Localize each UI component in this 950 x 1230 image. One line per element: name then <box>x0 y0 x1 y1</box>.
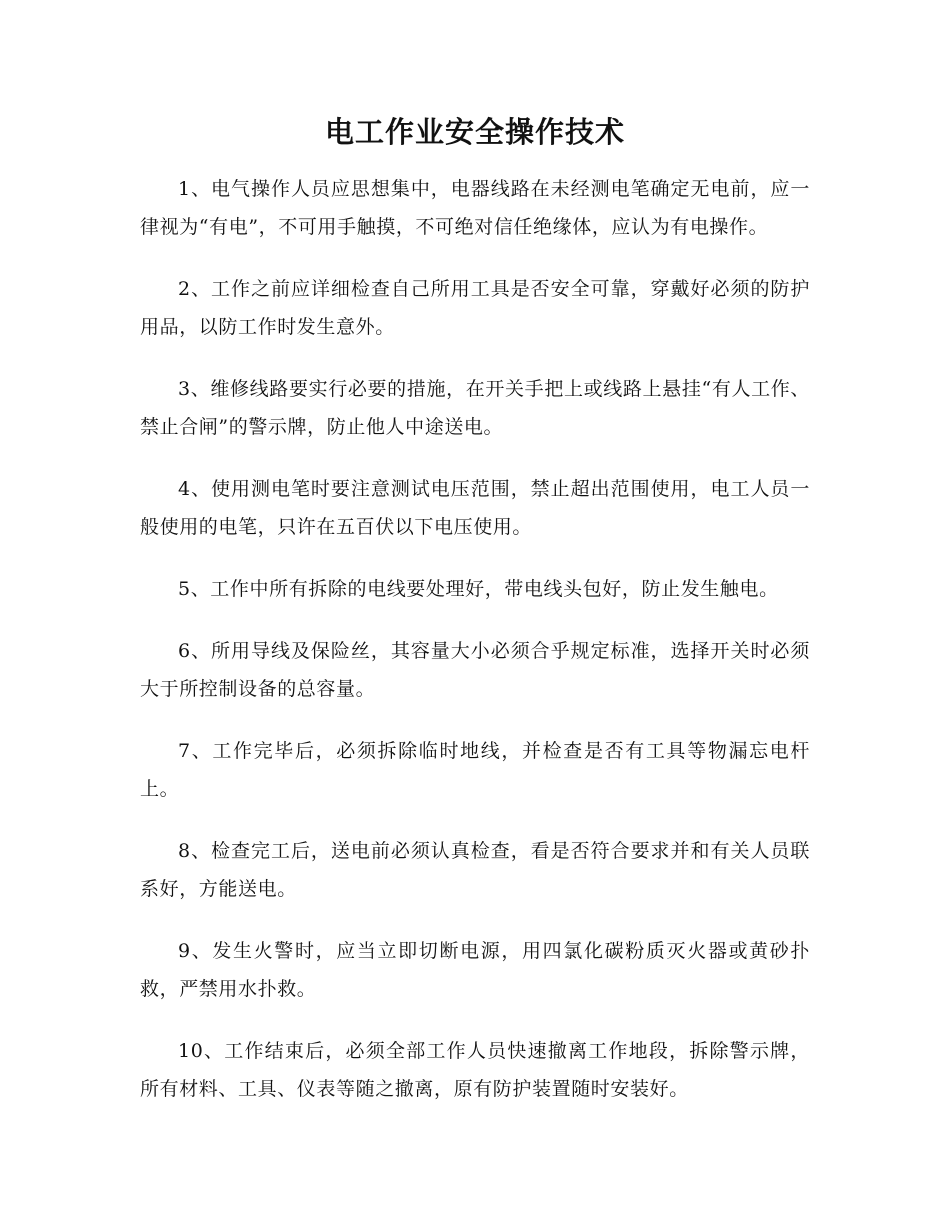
paragraph-7: 7、工作完毕后，必须拆除临时地线，并检查是否有工具等物漏忘电杆上。 <box>140 740 810 800</box>
paragraph-3: 3、维修线路要实行必要的措施，在开关手把上或线路上悬挂“有人工作、禁止合闸”的警示牌，防止他人中途送电。 <box>140 378 810 438</box>
paragraph-8: 8、检查完工后，送电前必须认真检查，看是否符合要求并和有关人员联系好，方能送电。 <box>140 840 810 900</box>
paragraph-4: 4、使用测电笔时要注意测试电压范围，禁止超出范围使用，电工人员一般使用的电笔，只许在五百伏以下电压使用。 <box>140 478 810 538</box>
paragraph-1: 1、电气操作人员应思想集中，电器线路在未经测电笔确定无电前，应一律视为“有电”，不可用手触摸，不可绝对信任绝缘体，应认为有电操作。 <box>140 178 810 238</box>
document-title: 电工作业安全操作技术 <box>324 115 625 149</box>
paragraph-6: 6、所用导线及保险丝，其容量大小必须合乎规定标准，选择开关时必须大于所控制设备的总容量。 <box>140 640 810 700</box>
paragraph-9: 9、发生火警时，应当立即切断电源，用四氯化碳粉质灭火器或黄砂扑救，严禁用水扑救。 <box>140 940 810 1000</box>
paragraph-10: 10、工作结束后，必须全部工作人员快速撤离工作地段，拆除警示牌，所有材料、工具、仪表等随之撤离，原有防护装置随时安装好。 <box>140 1040 810 1100</box>
paragraph-5: 5、工作中所有拆除的电线要处理好，带电线头包好，防止发生触电。 <box>178 578 779 600</box>
paragraph-2: 2、工作之前应详细检查自己所用工具是否安全可靠，穿戴好必须的防护用品，以防工作时发生意外。 <box>140 278 810 338</box>
